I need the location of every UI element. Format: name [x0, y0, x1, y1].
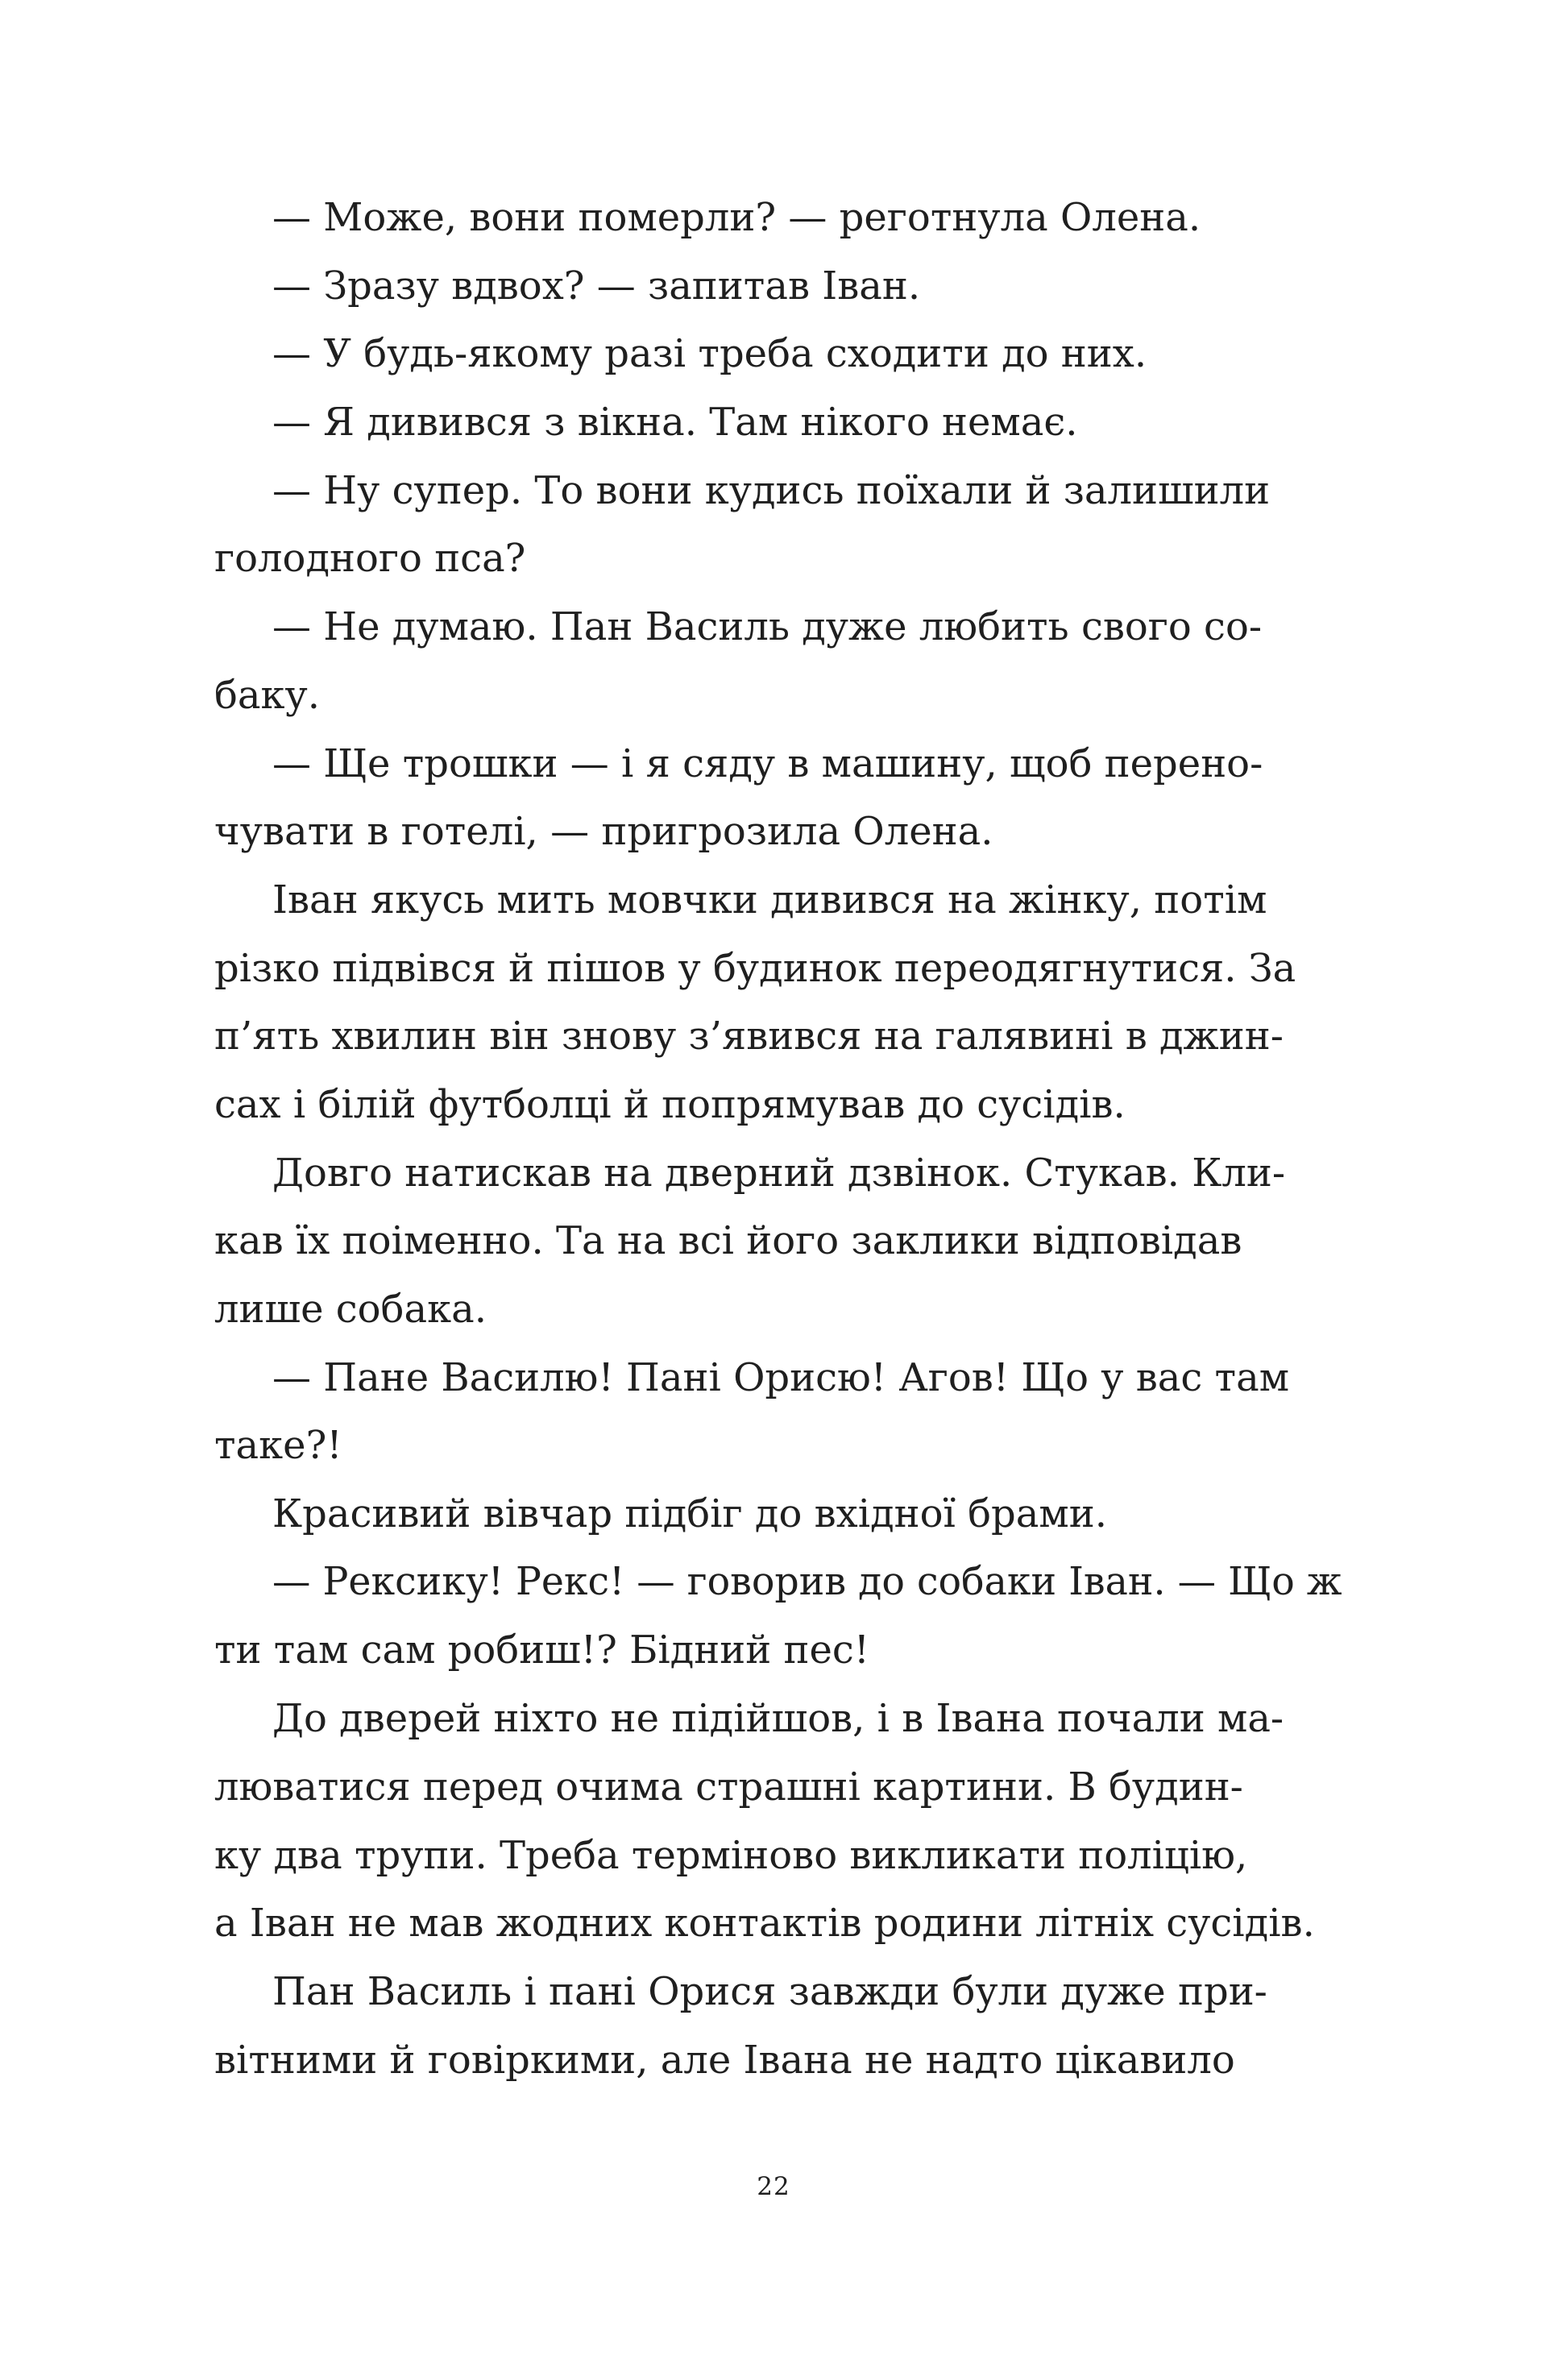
- text-line: п’ять хвилин він знову з’явився на галявині в джин-: [214, 1014, 1284, 1059]
- text-line: ти там сам робиш!? Бідний пес!: [214, 1627, 870, 1673]
- text-line: — Рексику! Рекс! — говорив до собаки Іван. — Що ж: [272, 1559, 1342, 1604]
- text-line: — Ну супер. То вони кудись поїхали й залишили: [272, 467, 1271, 513]
- text-line: люватися перед очима страшні картини. В будин-: [214, 1764, 1243, 1810]
- text-line: Пан Василь і пані Орися завжди були дуже при-: [272, 1968, 1267, 2014]
- page-body-text: [214, 184, 1342, 2094]
- text-line: — Зразу вдвох? — запитав Іван.: [272, 263, 921, 309]
- text-line: — Я дивився з вікна. Там нікого немає.: [272, 400, 1078, 446]
- page-number: 22: [757, 2172, 790, 2201]
- text-line: — Ще трошки — і я сяду в машину, щоб перено-: [272, 740, 1263, 786]
- text-line: сах і білій футболці й попрямував до сусідів.: [214, 1081, 1126, 1127]
- text-line: — Пане Василю! Пані Орисю! Агов! Що у вас там: [272, 1354, 1290, 1400]
- text-line: різко підвівся й пішов у будинок переодягнутися. За: [214, 945, 1296, 991]
- text-line: вітними й говіркими, але Івана не надто цікавило: [214, 2037, 1235, 2083]
- text-line: а Іван не мав жодних контактів родини літніх сусідів.: [214, 1901, 1315, 1947]
- text-line: — Може, вони померли? — реготнула Олена.: [272, 195, 1201, 240]
- text-line: баку.: [214, 672, 321, 718]
- text-line: Красивий вівчар підбіг до вхідної брами.: [272, 1491, 1107, 1537]
- text-line: — У будь-якому разі треба сходити до них.: [272, 331, 1147, 377]
- text-line: — Не думаю. Пан Василь дуже любить свого со-: [272, 604, 1263, 650]
- text-line: кав їх поіменно. Та на всі його заклики відповідав: [214, 1218, 1242, 1264]
- text-line: лише собака.: [214, 1287, 487, 1332]
- text-line: ку два трупи. Треба терміново викликати поліцію,: [214, 1832, 1248, 1878]
- text-line: таке?!: [214, 1423, 342, 1469]
- text-line: голодного пса?: [214, 536, 526, 582]
- text-line: чувати в готелі, — пригрозила Олена.: [214, 809, 993, 855]
- text-line: Довго натискав на дверний дзвінок. Стукав. Кли-: [272, 1150, 1286, 1196]
- text-line: До дверей ніхто не підійшов, і в Івана почали ма-: [272, 1696, 1284, 1742]
- text-line: Іван якусь мить мовчки дивився на жінку, потім: [272, 877, 1267, 923]
